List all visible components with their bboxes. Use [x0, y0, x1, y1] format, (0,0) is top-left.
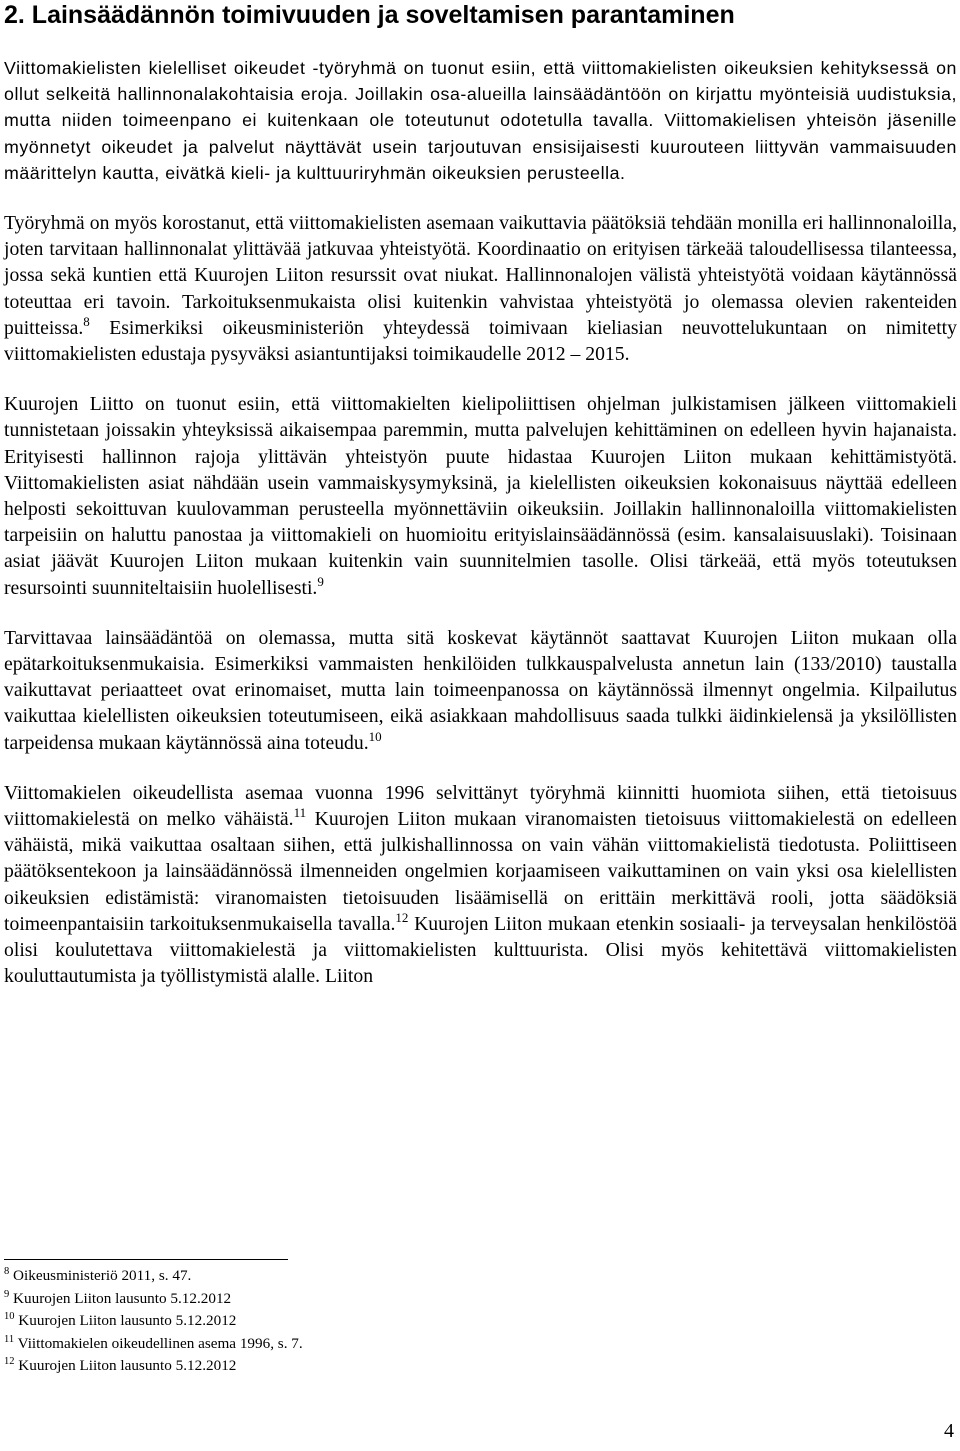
paragraph-text: Kuurojen Liiton mukaan viranomaisten tietoisuus viittomakielestä on edelleen vähäistä, mikä vaikuttaa osaltaan siihen, että julkishallinnossa on vain vähän viittomakielistä tiedotusta. Poliittiseen päätöksentekoon ja lainsäädännössä ilmenneiden ongelmien korjaamiseen vaikuttaminen on vain yksi osa kielellisten oikeuksien edistämistä: viranomaisten tietoisuuden lisäämisellä on erittäin merkittävä rooli, jotta säädöksiä toimeenpantaisiin tarkoituksenmukaisella tavalla.	[4, 808, 957, 935]
paragraph	[4, 780, 957, 990]
footnote-number: 9	[4, 1288, 10, 1300]
footnote-text: Kuurojen Liiton lausunto 5.12.2012	[9, 1289, 232, 1307]
paragraph	[4, 391, 957, 601]
paragraph-text: Viittomakielen oikeudellista asemaa vuonna 1996 selvittänyt työryhmä kiinnitti huomiota siihen, että tietoisuus viittomakielestä on melko vähäistä.	[4, 781, 957, 831]
footnote-reference: 10	[368, 728, 382, 744]
paragraph	[4, 625, 957, 756]
paragraph-text: Kuurojen Liitto on tuonut esiin, että viittomakielten kielipoliittisen ohjelman julkistamisen jälkeen viittomakieli tunnistetaan joissakin yhteyksissä aikaisempaa paremmin, mutta palvelujen kehittäminen on edelleen hyvin hajanaista. Erityisesti hallinnon rajoja ylittävän yhteistyön puute hidastaa Kuurojen Liiton mukaan kehittämistyötä. Viittomakielisten asiat nähdään usein vammaiskysymyksinä, ja kielellisten oikeuksien kokonaisuus näyttää edelleen helposti sekoittuvan kuulovamman perusteella myönnettäviin oikeuksiin. Joillakin hallinnonaloilla viittomakielisten tarpeisiin on haluttu panostaa ja viittomakieli on huomioitu erityislainsäädännössä (esim. kansalaisuuslaki). Toisinaan asiat jäävät Kuurojen Liiton mukaan kuitenkin vain suunnitelmien tasolle. Olisi tärkeää, että myös toteutuksen resursointi suunniteltaisiin huolellisesti.	[4, 393, 957, 599]
document-page	[4, 0, 957, 1014]
footnote-reference: 11	[293, 805, 307, 821]
footnote-reference: 12	[395, 909, 409, 925]
footnote-text: Viittomakielen oikeudellinen asema 1996, s. 7.	[14, 1334, 303, 1352]
footnote-number: 10	[4, 1311, 15, 1322]
footnote-separator	[4, 1259, 288, 1260]
footnote	[4, 1288, 704, 1311]
paragraph-text: Viittomakielisten kielelliset oikeudet -työryhmä on tuonut esiin, että viittomakielisten oikeuksien kehityksessä on ollut selkeitä hallinnonalakohtaisia eroja. Joillakin osa-alueilla lainsäädäntöön on kirjattu myönteisiä uudistuksia, mutta niiden toimeenpano ei kuitenkaan ole toteutunut odotetulla tavalla. Viittomakielisen yhteisön jäsenille myönnetyt oikeudet ja palvelut näyttävät usein tarjoutuvan ensisijaisesti kuurouteen liittyvän vammaisuuden määrittelyn kautta, eivätkä kieli- ja kulttuuriryhmän oikeuksien perusteella.	[4, 58, 957, 183]
paragraph-text: Työryhmä on myös korostanut, että viittomakielisten asemaan vaikuttavia päätöksiä tehdään monilla eri hallinnonaloilla, joten tarvitaan hallinnonalat ylittävää jatkuvaa yhteistyötä. Koordinaatio on erityisen tärkeää taloudellisessa tilanteessa, jossa sekä kuntien että Kuurojen Liiton resurssit ovat niukat. Hallinnonalojen välistä yhteistyötä voidaan käytännössä toteuttaa eri tavoin. Tarkoituksenmukaista olisi kuitenkin vahvistaa yhteistyötä jo olemassa olevien rakenteiden puitteissa.	[4, 212, 957, 339]
paragraph-text: Kuurojen Liiton mukaan etenkin sosiaali- ja terveysalan henkilöstöä olisi koulutettava viittomakielestä ja viittomakielisten kulttuurista. Olisi myös kehitettävä viittomakielisten kouluttautumista ja työllistymistä alalle. Liiton	[4, 912, 957, 988]
footnote	[4, 1333, 704, 1356]
body-text	[4, 55, 957, 990]
page-number: 4	[944, 1420, 954, 1442]
footnote-text: Oikeusministeriö 2011, s. 47.	[9, 1267, 192, 1284]
footnote-text: Kuurojen Liiton lausunto 5.12.2012	[14, 1312, 237, 1329]
footnote	[4, 1265, 704, 1288]
paragraph	[4, 210, 957, 367]
footnote	[4, 1355, 704, 1378]
paragraph	[4, 55, 957, 186]
footnotes	[4, 1265, 704, 1378]
footnote-text: Kuurojen Liiton lausunto 5.12.2012	[14, 1357, 237, 1374]
footnote-number: 11	[4, 1333, 15, 1345]
footnote-reference: 9	[317, 573, 324, 589]
paragraph-text: Esimerkiksi oikeusministeriön yhteydessä toimivaan kieliasian neuvottelukuntaan on nimitetty viittomakielisten edustaja pysyväksi asiantuntijaksi toimikaudelle 2012 – 2015.	[4, 316, 957, 366]
footnote	[4, 1310, 704, 1333]
footnote-number: 8	[4, 1266, 10, 1277]
footnote-number: 12	[4, 1356, 15, 1367]
footnote-reference: 8	[83, 313, 90, 329]
section-heading: 2. Lainsäädännön toimivuuden ja soveltamisen parantaminen	[4, 1, 735, 29]
paragraph-text: Tarvittavaa lainsäädäntöä on olemassa, mutta sitä koskevat käytännöt saattavat Kuurojen Liiton mukaan olla epätarkoituksenmukaisia. Esimerkiksi vammaisten henkilöiden tulkkauspalvelusta annetun lain (133/2010) taustalla vaikuttavat periaatteet ovat erinomaiset, mutta lain toimeenpanossa on käytännössä ilmennyt ongelmia. Kilpailutus vaikuttaa kielellisten oikeuksien toteutumiseen, eikä asiakkaan mahdollisuus saada tulkki äidinkielensä ja yksilöllisten tarpeidensa mukaan käytännössä aina toteudu.	[4, 626, 957, 754]
